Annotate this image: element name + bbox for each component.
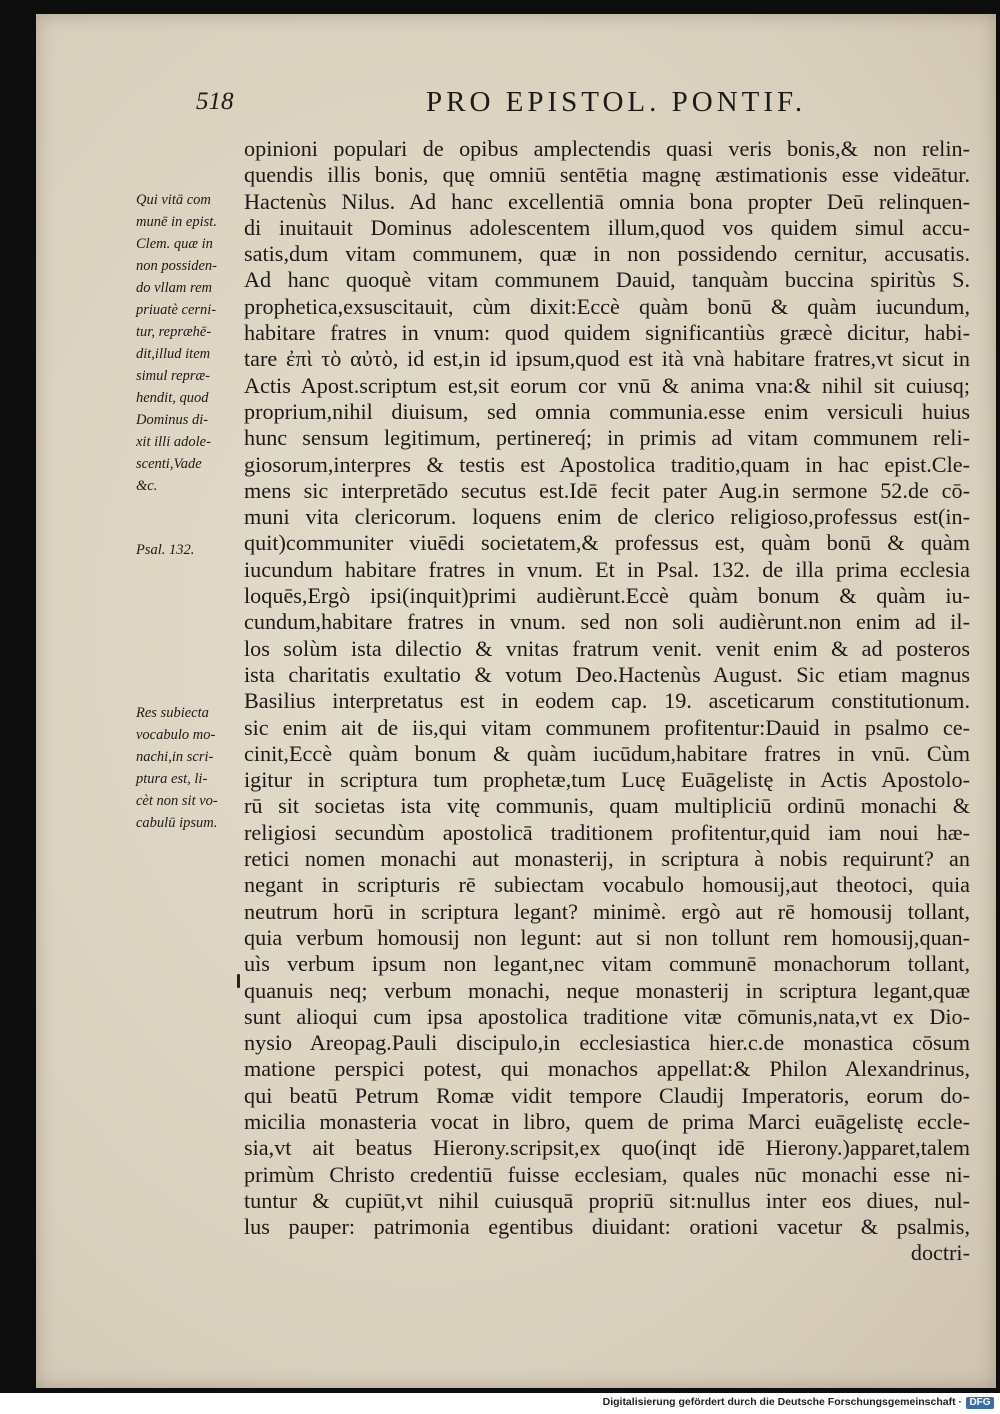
margin-note-line: munē in epist. (136, 214, 217, 230)
text-line: negant in scripturis rē subiectam vocabulo homousij,aut theotoci, quia (244, 872, 970, 898)
text-line: opinioni populari de opibus amplectendis quasi veris bonis,& non relin- (244, 136, 970, 161)
footer-credit: Digitalisierung gefördert durch die Deutsche Forschungsgemeinschaft · (602, 1396, 962, 1408)
text-line: rū sit societas ista vitę communis, quam multipliciū ordinū monachi & (244, 793, 970, 819)
margin-note-line: priuatè cerni- (136, 302, 217, 318)
text-line: sia,vt ait beatus Hierony.scripsit,ex quo(inqt idē Hierony.)apparet,talem (244, 1135, 970, 1161)
margin-note-line: hendit, quod (136, 390, 209, 406)
text-line: tuntur & cupiūt,vt nihil cuiusquā propriū sit:nullus inter eos diues, nul- (244, 1187, 970, 1213)
digitization-footer (0, 1393, 1000, 1414)
text-line: quit)communiter viuēdi societatem,& professus est, quàm bonū & quàm (244, 530, 970, 556)
text-line: satis,dum vitam communem, quæ in non possidendo cernitur, accusatis. (244, 241, 970, 267)
text-line: religiosi secundùm apostolicā traditionem profitentur,quid iam noui hæ- (244, 819, 970, 845)
text-line: igitur in scriptura tum prophetæ,tum Lucę Euāgelistę in Actis Apostolo- (244, 767, 970, 793)
margin-note-line: ptura est, li- (136, 771, 208, 787)
text-line: qui beatū Petrum Romæ vidit tempore Claudij Imperatoris, eorum do- (244, 1082, 970, 1108)
text-line: loquēs,Ergò ipsi(inquit)primi audièrunt.Eccè quàm bonum & quàm iu- (244, 583, 970, 609)
margin-note-line: non possiden- (136, 258, 217, 274)
margin-note-line: dit,illud item (136, 346, 211, 362)
margin-note-line: Clem. quæ in (136, 236, 213, 252)
text-line: matione perspici potest, qui monachos appellat:& Philon Alexandrinus, (244, 1056, 970, 1082)
margin-note-line: xit illi adole- (136, 434, 211, 450)
running-head: PRO EPISTOL. PONTIF. (426, 86, 807, 118)
margin-note-line: Qui vitā com (136, 192, 211, 208)
margin-note-line: scenti,Vade (136, 456, 202, 472)
margin-note-line: vocabulo mo- (136, 727, 216, 743)
text-line: retici nomen monachi aut monasterij, in scriptura à nobis requirunt? an (244, 846, 970, 872)
text-line: cundum,habitare fratres in vnum. sed non soli audièrunt.non enim ad il- (244, 609, 970, 635)
page-number: 518 (196, 88, 234, 115)
text-line: muni vita clericorum. loquens enim de clerico religioso,professus est(in- (244, 504, 970, 530)
text-line: habitare fratres in vnum: quod quidem significantiùs græcè dicitur, habi- (244, 320, 970, 346)
margin-note-line: nachi,in scri- (136, 749, 214, 765)
text-line: sic enim ait de iis,qui vitam communem profitentur:Dauid in psalmo ce- (244, 714, 970, 740)
text-line: hunc sensum legitimum, pertinereq́; in primis ad vitam communem reli- (244, 425, 970, 451)
text-line: neutrum horū in scriptura legant? minimè. ergò aut rē homousij tollant, (244, 898, 970, 924)
text-line: di inuitauit Dominus adolescentem illum,quod vos quidem simul accu- (244, 214, 970, 240)
margin-note-line: tur, repræhē- (136, 324, 212, 340)
body-text (244, 136, 970, 1267)
text-line: ista charitatis exultatio & votum Deo.Hactenùs August. Sic etiam magnus (244, 661, 970, 687)
text-line: Ad hanc quoquè vitam communem Dauid, tanquàm buccina spiritùs S. (244, 267, 970, 293)
margin-note-line: cabulū ipsum. (136, 815, 218, 831)
dfg-logo-icon: DFG (966, 1397, 994, 1409)
text-line: micilia monasteria vocat in libro, quem de prima Marci euāgelistę eccle- (244, 1108, 970, 1134)
text-line: mens sic interpretādo secutus est.Idē fecit pater Aug.in sermone 52.de cō- (244, 477, 970, 503)
text-line: iucundum habitare fratres in vnum. Et in Psal. 132. de illa prima ecclesia (244, 556, 970, 582)
text-line: cinit,Eccè quàm bonum & quàm iucūdum,habitare fratres in vnū. Cùm (244, 740, 970, 766)
margin-note-line: Psal. 132. (136, 542, 195, 558)
text-line: giosorum,interpres & testis est Apostolica traditio,quam in hac epist.Cle- (244, 451, 970, 477)
text-line: Actis Apost.scriptum est,sit eorum cor vnū & anima vna:& nihil sit cuiusq; (244, 372, 970, 398)
text-line: quia verbum homousij non legunt: aut si non tollunt rem homousij,quan- (244, 924, 970, 950)
margin-note-line: &c. (136, 478, 158, 494)
ink-mark (237, 974, 240, 988)
text-line: proprium,nihil diuisum, sed omnia communia.esse enim versiculi huius (244, 398, 970, 424)
text-line: prophetica,exsuscitauit, cùm dixit:Eccè quàm bonū & quàm iucundum, (244, 293, 970, 319)
text-line: Hactenùs Nilus. Ad hanc excellentiā omnia bona propter Deū relinquen- (244, 188, 970, 214)
text-line: quanuis neq; verbum monachi, neque monasterij in scriptura legant,quæ (244, 977, 970, 1003)
text-line: los solùm ista dilectio & vnitas fratrum venit. venit enim & ad posteros (244, 635, 970, 661)
text-line: primùm Christo credentiū fuisse ecclesiam, quales nūc monachi esse ni- (244, 1161, 970, 1187)
margin-note-line: Res subiecta (136, 705, 209, 721)
margin-note-line: do vllam rem (136, 280, 212, 296)
text-line: uìs verbum ipsum non legant,nec vitam communē monachorum tollant, (244, 951, 970, 977)
text-line: lus pauper: patrimonia egentibus diuidant: orationi vacetur & psalmis, (244, 1214, 970, 1240)
text-line: Basilius interpretatus est in eodem cap. 19. asceticarum constitutionum. (244, 688, 970, 714)
text-line: sunt alioqui cum ipsa apostolica traditione vitæ cōmunis,nata,vt ex Dio- (244, 1003, 970, 1029)
margin-note-line: Dominus di- (136, 412, 209, 428)
margin-note-line: cèt non sit vo- (136, 793, 218, 809)
page-header (36, 86, 996, 134)
text-line: nysio Areopag.Pauli discipulo,in ecclesiastica hier.c.de monastica cōsum (244, 1030, 970, 1056)
text-line: quendis illis bonis, quę omniū sentētia magnę æstimationis esse videātur. (244, 162, 970, 188)
text-line: tare ἐπὶ τὸ αὐτὸ, id est,in id ipsum,quod est ità vnà habitare fratres,vt sicut in (244, 346, 970, 372)
margin-note-line: simul repræ- (136, 368, 210, 384)
text-line: doctri- (910, 1240, 970, 1266)
book-page (36, 14, 996, 1388)
